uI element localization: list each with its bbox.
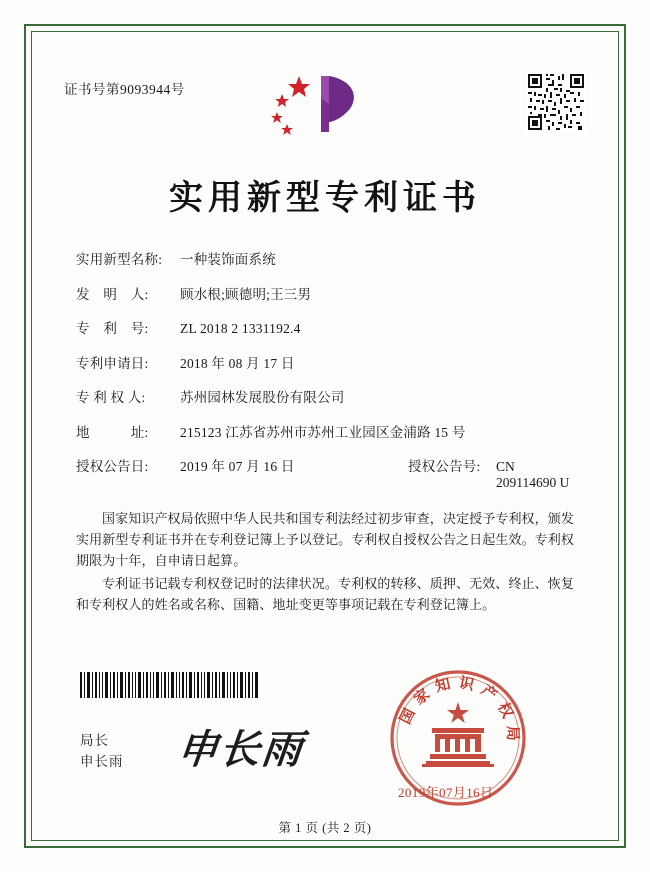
field-value: 215123 江苏省苏州市苏州工业园区金浦路 15 号: [180, 424, 466, 440]
field-value: ZL 2018 2 1331192.4: [180, 321, 301, 336]
page-title: 实用新型专利证书: [169, 178, 481, 218]
field-value: 苏州园林发展股份有限公司: [180, 390, 345, 405]
field-row-announcement: [76, 455, 576, 491]
field-value: 2019 年 07 月 16 日: [180, 459, 295, 474]
certificate-number: 证书号第9093944号: [64, 82, 185, 97]
field-label: 授权公告日:: [76, 459, 149, 474]
patent-office-logo-icon: [269, 68, 365, 138]
fields-list: [76, 248, 576, 506]
svg-text:国家知识产权局: 国家知识产权局: [395, 673, 523, 748]
barcode-icon: [80, 672, 260, 698]
field-row: [76, 421, 576, 441]
field-row: [76, 352, 576, 372]
field-label: 地 址:: [76, 424, 149, 440]
paragraph: 专利证书记载专利权登记时的法律状况。专利权的转移、质押、无效、终止、恢复和专利权人的姓名或名称、国籍、地址变更等事项记载在专利登记簿上。: [76, 576, 574, 612]
director-name-label: 申长雨: [80, 754, 124, 769]
field-label: 实用新型名称:: [76, 252, 163, 267]
field-row: [76, 317, 576, 337]
field-value: 一种装饰面系统: [180, 252, 276, 267]
field-row: [76, 386, 576, 406]
seal-date: 2019年07月16日: [398, 785, 494, 800]
qr-code-icon: [526, 72, 586, 132]
director-title-label: 局长: [80, 733, 109, 748]
signature-labels: [80, 730, 124, 772]
paragraph: 国家知识产权局依照中华人民共和国专利法经过初步审查，决定授予专利权，颁发实用新型专利证书并在专利登记簿上予以登记。专利权自授权公告之日起生效。专利权期限为十年，自申请日起算。: [76, 511, 574, 568]
field-label: 专 利 权 人:: [76, 390, 146, 405]
body-text: [76, 508, 574, 617]
field-label: 专 利 号:: [76, 321, 149, 336]
field-value: 顾水根;顾德明;王三男: [180, 286, 312, 302]
field-label: 专利申请日:: [76, 355, 149, 371]
field-label: 发 明 人:: [76, 286, 149, 302]
field-label-secondary: 授权公告号:: [408, 459, 481, 474]
handwritten-signature: 申长雨: [175, 726, 307, 773]
field-row: [76, 248, 576, 268]
page-footer: 第 1 页 (共 2 页): [278, 821, 372, 835]
field-value-secondary: CN 209114690 U: [496, 459, 570, 490]
field-value: 2018 年 08 月 17 日: [180, 355, 295, 371]
field-row: [76, 283, 576, 303]
